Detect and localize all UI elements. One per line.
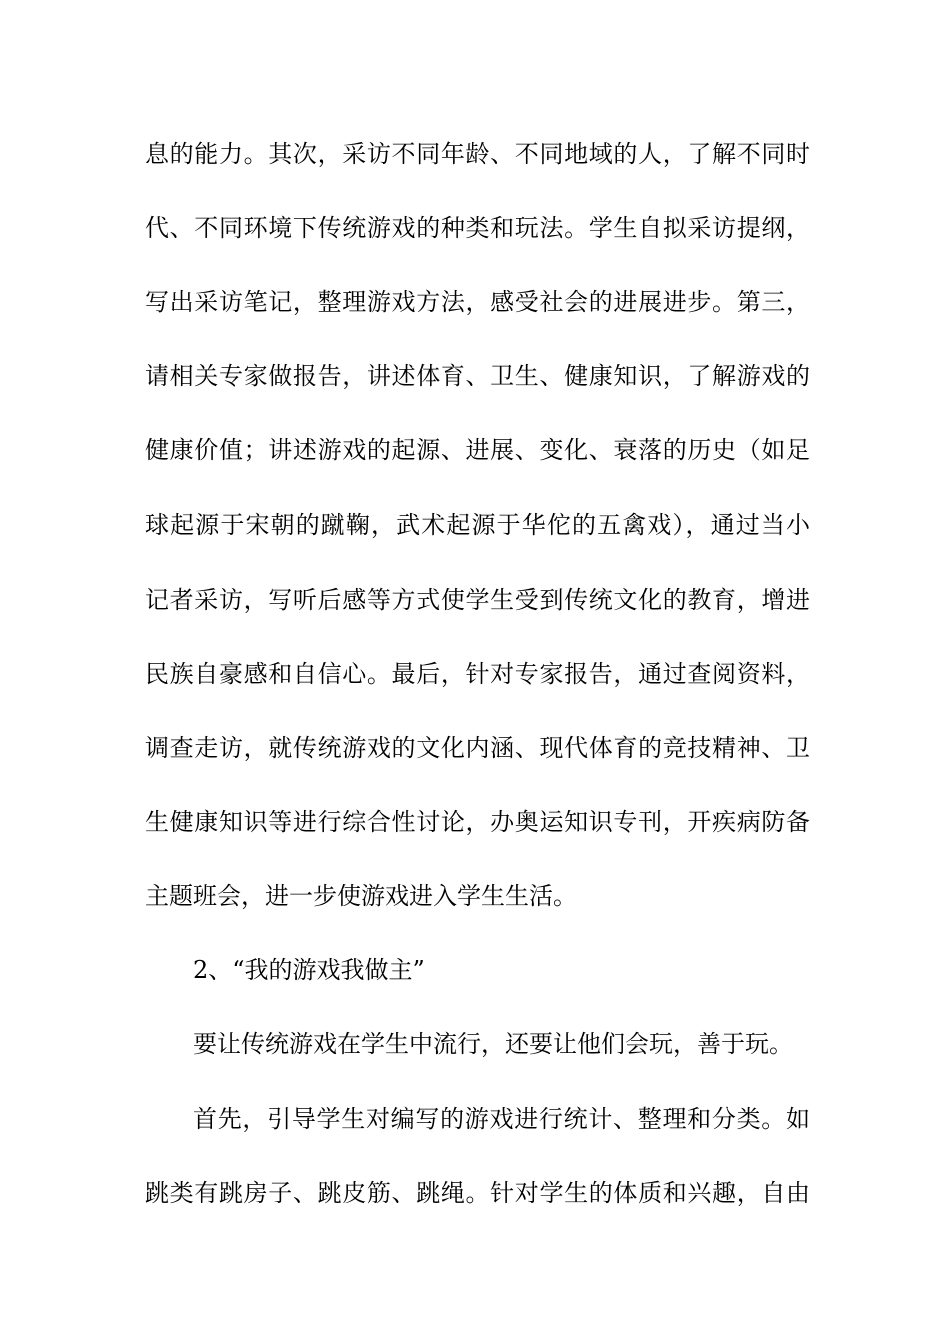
paragraph-line: 记者采访，写听后感等方式使学生受到传统文化的教育，增进 — [145, 586, 810, 614]
paragraph-line: 首先，引导学生对编写的游戏进行统计、整理和分类。如 — [193, 1105, 810, 1133]
paragraph-line: 主题班会，进一步使游戏进入学生生活。 — [145, 882, 577, 910]
paragraph-line: 写出采访笔记，整理游戏方法，感受社会的进展进步。第三， — [145, 288, 810, 316]
paragraph-line: 民族自豪感和自信心。最后，针对专家报告，通过查阅资料， — [145, 660, 810, 688]
paragraph-line: 健康价值；讲述游戏的起源、进展、变化、衰落的历史（如足 — [145, 436, 810, 464]
paragraph-line: 代、不同环境下传统游戏的种类和玩法。学生自拟采访提纲， — [145, 214, 810, 242]
paragraph-line: 要让传统游戏在学生中流行，还要让他们会玩，善于玩。 — [193, 1030, 793, 1058]
section-heading: 2、“我的游戏我做主” — [193, 956, 425, 984]
paragraph-line: 跳类有跳房子、跳皮筋、跳绳。针对学生的体质和兴趣，自由 — [145, 1179, 810, 1207]
paragraph-line: 生健康知识等进行综合性讨论，办奥运知识专刊，开疾病防备 — [145, 808, 810, 836]
paragraph-line: 调查走访，就传统游戏的文化内涵、现代体育的竞技精神、卫 — [145, 734, 810, 762]
paragraph-line: 球起源于宋朝的蹴鞠，武术起源于华佗的五禽戏），通过当小 — [145, 511, 810, 539]
paragraph-line: 请相关专家做报告，讲述体育、卫生、健康知识，了解游戏的 — [145, 362, 810, 390]
paragraph-line: 息的能力。其次，采访不同年龄、不同地域的人，了解不同时 — [145, 140, 810, 168]
